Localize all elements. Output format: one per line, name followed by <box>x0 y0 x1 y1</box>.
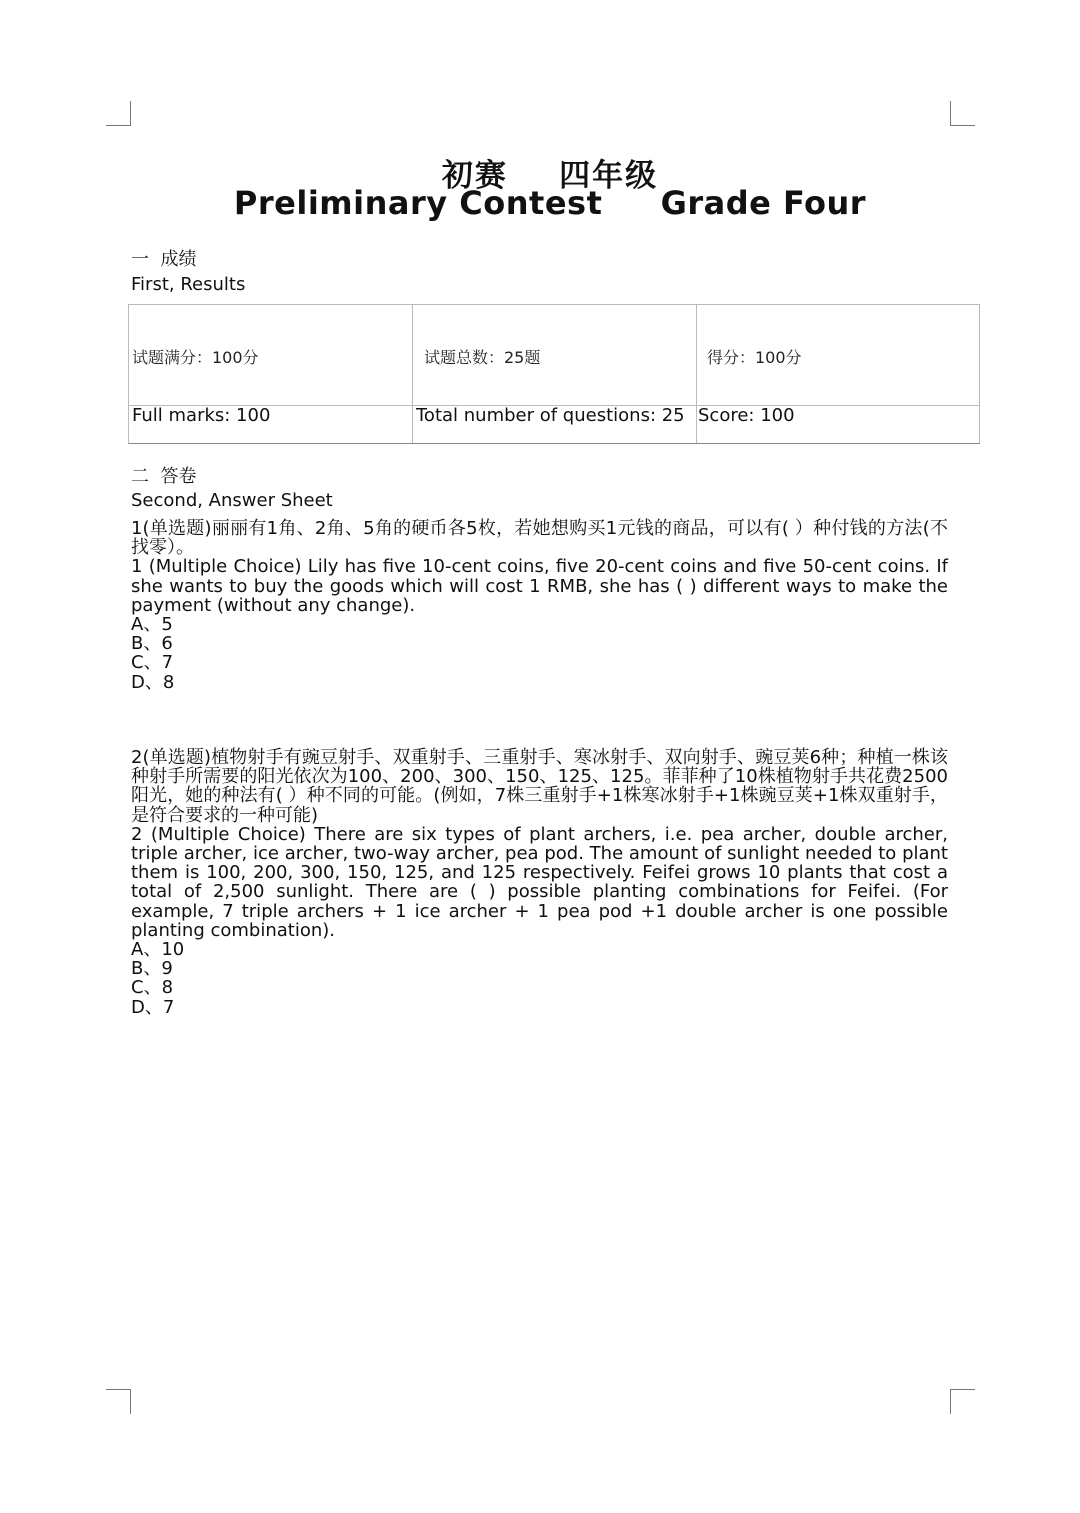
crop-mark-top-left <box>106 101 131 126</box>
question-2-option-a: A、10 <box>131 939 185 961</box>
table-column-divider <box>696 305 697 443</box>
score-en-cell: Score: 100 <box>698 405 795 426</box>
section-2-heading-cn: 二 答卷 <box>131 466 197 487</box>
question-2-option-b: B、9 <box>131 958 173 980</box>
section-1-heading-en: First, Results <box>131 274 246 295</box>
score-cn-cell: 得分：100分 <box>707 348 802 367</box>
page-title-en: Preliminary Contest Grade Four <box>233 184 867 222</box>
section-1-heading-cn: 一 成绩 <box>131 249 197 270</box>
question-1 <box>131 519 948 692</box>
full-marks-cn-cell: 试题满分：100分 <box>132 348 259 367</box>
question-1-option-a: A、5 <box>131 614 173 636</box>
crop-mark-bottom-left <box>106 1389 131 1414</box>
table-column-divider <box>412 305 413 443</box>
question-2-option-d: D、7 <box>131 996 175 1018</box>
question-2-text-en: 2 (Multiple Choice) There are six types of plant archers, i.e. pea archer, double archer, triple archer, ice archer, two-way archer, pea pod. The amount of sunlight needed to plant them is 100, 200, 300, 150, 125, and 125 respectively. Feifei grows 10 plants that cost a total of 2,500 sunlight. There are ( ) possible planting combinations for Feifei. (For example, 7 triple archers + 1 ice archer + 1 pea pod +1 double archer is one possible planting combination). <box>131 823 948 941</box>
crop-mark-bottom-right <box>950 1389 975 1414</box>
total-questions-en-cell: Total number of questions: 25 <box>416 405 685 426</box>
question-2 <box>131 748 948 1017</box>
question-2-text-cn: 2(单选题)植物射手有豌豆射手、双重射手、三重射手、寒冰射手、双向射手、豌豆荚6种；种植一株该种射手所需要的阳光依次为100、200、300、150、125、125。菲菲种了10株植物射手共花费2500阳光，她的种法有( ）种不同的可能。(例如，7株三重射手+1株寒冰射手+1株豌豆荚+1株双重射手，是符合要求的一种可能) <box>131 747 948 826</box>
question-1-text-cn: 1(单选题)丽丽有1角、2角、5角的硬币各5枚，若她想购买1元钱的商品，可以有( ）种付钱的方法(不找零）。 <box>131 518 948 559</box>
question-1-option-b: B、6 <box>131 633 173 655</box>
question-1-option-d: D、8 <box>131 671 175 693</box>
section-2-heading-en: Second, Answer Sheet <box>131 490 333 511</box>
question-2-option-c: C、8 <box>131 977 174 999</box>
question-1-text-en: 1 (Multiple Choice) Lily has five 10-cent coins, five 20-cent coins and five 50-cent coins. If she wants to buy the goods which will cost 1 RMB, she has ( ) different ways to make the payment (without any change). <box>131 556 948 616</box>
question-1-option-c: C、7 <box>131 652 174 674</box>
page-title-cn: 初赛 四年级 <box>441 158 659 194</box>
full-marks-en-cell: Full marks: 100 <box>132 405 271 426</box>
crop-mark-top-right <box>950 101 975 126</box>
total-questions-cn-cell: 试题总数：25题 <box>424 348 541 367</box>
results-table <box>128 304 980 444</box>
